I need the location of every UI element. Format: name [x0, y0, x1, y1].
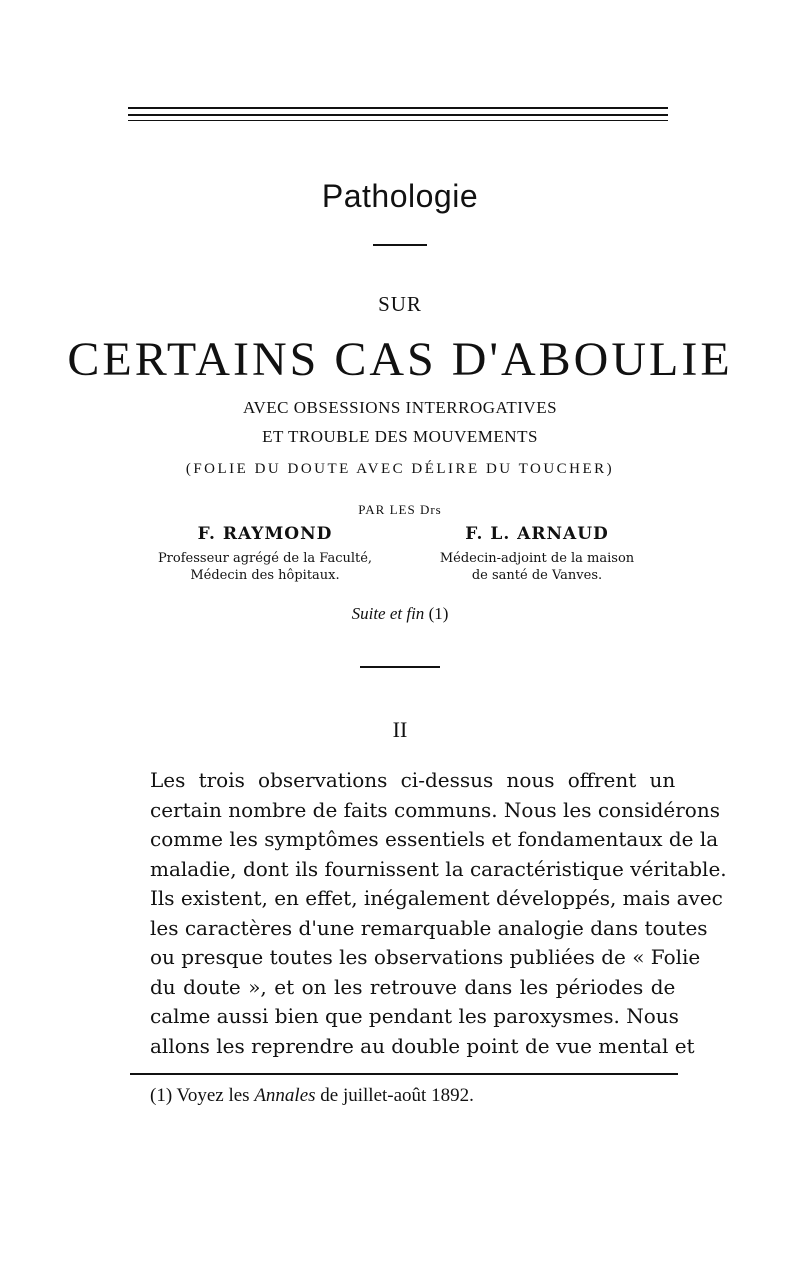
- chapter-number: II: [392, 717, 408, 742]
- subtitle-line-1: AVEC OBSESSIONS INTERROGATIVES: [242, 398, 558, 417]
- body-line: maladie, dont ils fournissent la caractéristique véritable.: [150, 856, 727, 881]
- continuation-text: Suite et fin: [351, 604, 425, 623]
- body-text: [150, 766, 727, 1061]
- sur-label: SUR: [378, 292, 422, 316]
- by-line: PAR LES Drs: [358, 502, 442, 517]
- author-title-line: Médecin-adjoint de la maison: [439, 551, 635, 566]
- author-raymond: [150, 524, 380, 584]
- subtitle-line-2: ET TROUBLE DES MOUVEMENTS: [262, 427, 538, 446]
- continuation-note: [0, 604, 800, 624]
- footnote-rule: [130, 1073, 678, 1075]
- body-line: comme les symptômes essentiels et fondamentaux de la: [150, 827, 719, 851]
- article-title: CERTAINS CAS D'ABOULIE: [67, 333, 733, 386]
- author-name: F. RAYMOND: [197, 524, 333, 544]
- subtitle-parenthetical: (FOLIE DU DOUTE AVEC DÉLIRE DU TOUCHER): [185, 461, 615, 477]
- author-title-line: Médecin des hôpitaux.: [190, 568, 340, 583]
- section-separator: [360, 666, 440, 668]
- footnote: [150, 1085, 474, 1107]
- body-line: les caractères d'une remarquable analogie dans toutes: [150, 915, 708, 940]
- top-rule-3: [128, 120, 668, 121]
- footnote-italic: Annales: [254, 1085, 316, 1106]
- top-rule-2: [128, 114, 668, 116]
- top-rule-1: [128, 107, 668, 109]
- footnote-text-end: de juillet-août 1892.: [315, 1085, 474, 1106]
- body-line: ou presque toutes les observations publiées de « Folie: [150, 945, 701, 969]
- body-line: certain nombre de faits communs. Nous les considérons: [150, 797, 720, 822]
- footnote-text: (1) Voyez les: [150, 1085, 255, 1106]
- author-title-line: Professeur agrégé de la Faculté,: [157, 551, 373, 566]
- body-line: Ils existent, en effet, inégalement développés, mais avec: [150, 886, 723, 910]
- body-line: Les trois observations ci-dessus nous offrent un: [150, 768, 676, 792]
- author-title-line: de santé de Vanves.: [471, 568, 603, 583]
- author-name: F. L. ARNAUD: [465, 524, 609, 544]
- body-line: calme aussi bien que pendant les paroxysmes. Nous: [150, 1004, 679, 1028]
- author-arnaud: [422, 524, 652, 584]
- body-line: du doute », et on les retrouve dans les périodes de: [150, 974, 676, 999]
- title-separator: [373, 244, 427, 246]
- section-title: Pathologie: [321, 178, 479, 214]
- body-line: allons les reprendre au double point de vue mental et: [150, 1033, 695, 1058]
- footnote-ref: (1): [428, 604, 449, 623]
